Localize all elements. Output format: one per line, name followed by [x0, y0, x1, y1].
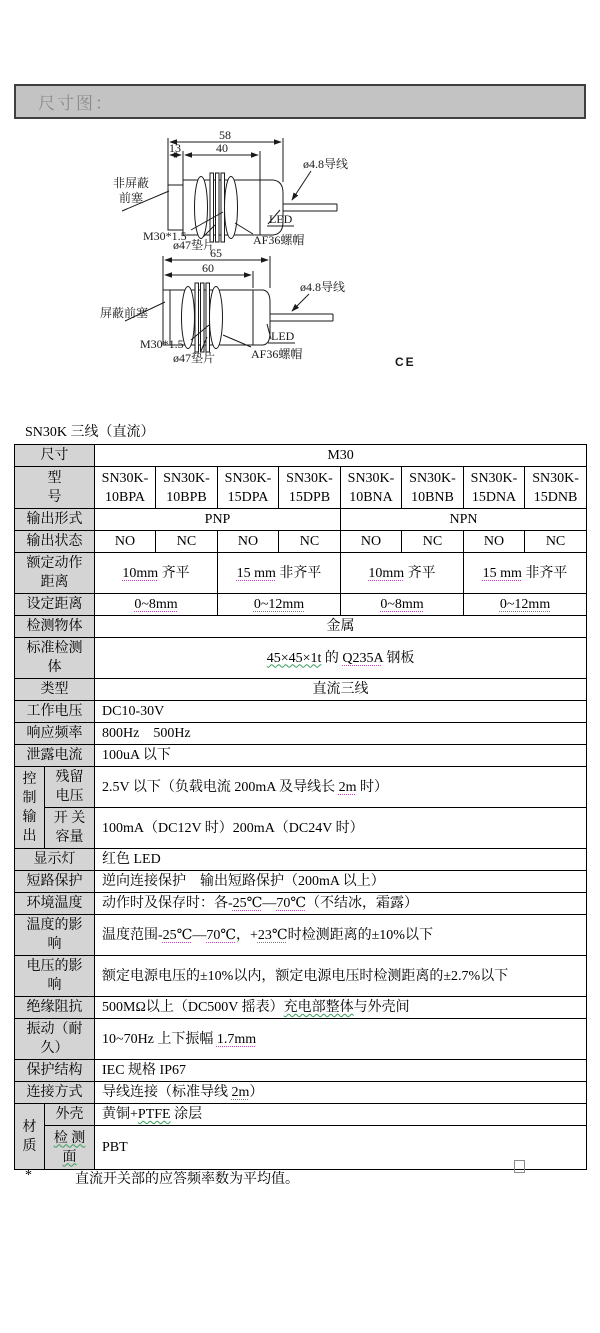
- label-thread-1: M30*1.5: [143, 229, 187, 243]
- section-title: 尺寸图：: [38, 94, 114, 113]
- spec-cell-value: 红色 LED: [95, 849, 587, 871]
- spec-table: [14, 444, 587, 1170]
- spec-cell-value: 额定电源电压的±10%以内，额定电源电压时检测距离的±2.7%以下: [95, 956, 587, 997]
- spec-row-label: 检测物体: [15, 616, 95, 638]
- spec-cell-value: 0~8mm: [341, 594, 464, 616]
- spec-cell-value: NO: [341, 531, 402, 553]
- spec-row-label: 外壳: [45, 1104, 95, 1126]
- dim-barrel-1: 40: [216, 141, 228, 155]
- spec-row-label: 设定距离: [15, 594, 95, 616]
- spec-row-label: 尺寸: [15, 445, 95, 467]
- spec-cell-value: PNP: [95, 509, 341, 531]
- sensor-view-unshielded: [122, 138, 337, 242]
- table-row: [15, 679, 587, 701]
- spec-cell-value: 温度范围-25℃—70℃，+23℃时检测距离的±10%以下: [95, 915, 587, 956]
- spec-row-label: 额定动作 距离: [15, 553, 95, 594]
- table-row: [15, 915, 587, 956]
- spec-row-label: 输出形式: [15, 509, 95, 531]
- label-unshielded-line2: 前塞: [118, 191, 144, 205]
- table-row: [15, 594, 587, 616]
- footnote-marker: *: [25, 1168, 32, 1183]
- label-nut-2: AF36螺帽: [251, 347, 303, 361]
- spec-row-label: 材 质: [15, 1104, 45, 1170]
- spec-row-label: 环境温度: [15, 893, 95, 915]
- table-row: [15, 1060, 587, 1082]
- spec-cell-value: 15 mm 非齐平: [464, 553, 587, 594]
- table-row: [15, 871, 587, 893]
- spec-cell-value: SN30K- 15DNA: [464, 467, 525, 509]
- spec-cell-value: M30: [95, 445, 587, 467]
- table-row: [15, 701, 587, 723]
- table-row: [15, 808, 587, 849]
- spec-section: [14, 424, 586, 1170]
- spec-row-label: 连接方式: [15, 1082, 95, 1104]
- table-row: [15, 467, 587, 509]
- spec-cell-value: 黄铜+PTFE 涂层: [95, 1104, 587, 1126]
- spec-table-body: [15, 445, 587, 1170]
- spec-cell-value: 金属: [95, 616, 587, 638]
- spec-cell-value: PBT: [95, 1126, 587, 1170]
- spec-row-label: 绝缘阻抗: [15, 997, 95, 1019]
- spec-cell-value: 0~12mm: [464, 594, 587, 616]
- label-cable-2: ø4.8导线: [300, 280, 346, 294]
- spec-cell-value: NPN: [341, 509, 587, 531]
- footnote: [25, 1168, 299, 1188]
- label-led-1: LED: [269, 212, 293, 226]
- spec-cell-value: SN30K- 10BNA: [341, 467, 402, 509]
- table-row: [15, 767, 587, 808]
- spec-row-label: 开 关 容量: [45, 808, 95, 849]
- spec-row-label: 温度的影 响: [15, 915, 95, 956]
- label-nut-1: AF36螺帽: [253, 233, 305, 247]
- spec-cell-value: 动作时及保存时：各-25℃—70℃（不结冰，霜露）: [95, 893, 587, 915]
- spec-row-label: 残留 电压: [45, 767, 95, 808]
- spec-cell-value: 100mA（DC12V 时）200mA（DC24V 时）: [95, 808, 587, 849]
- spec-cell-value: NO: [464, 531, 525, 553]
- dim-front-1: 13: [169, 141, 181, 155]
- table-row: [15, 531, 587, 553]
- spec-row-label: 标准检测 体: [15, 638, 95, 679]
- spec-cell-value: NO: [95, 531, 156, 553]
- spec-row-label: 短路保护: [15, 871, 95, 893]
- spec-cell-value: 直流三线: [95, 679, 587, 701]
- spec-cell-value: IEC 规格 IP67: [95, 1060, 587, 1082]
- label-cable-1: ø4.8导线: [303, 157, 349, 171]
- spec-cell-value: NO: [218, 531, 279, 553]
- dim-barrel-2: 60: [202, 261, 214, 275]
- table-row: [15, 1104, 587, 1126]
- table-row: [15, 997, 587, 1019]
- spec-cell-value: SN30K- 10BPA: [95, 467, 156, 509]
- table-row: [15, 638, 587, 679]
- spec-row-label: 振动（耐 久）: [15, 1019, 95, 1060]
- spec-cell-value: 800Hz 500Hz: [95, 723, 587, 745]
- spec-cell-value: SN30K- 10BNB: [402, 467, 464, 509]
- spec-cell-value: 0~12mm: [218, 594, 341, 616]
- spec-cell-value: 15 mm 非齐平: [218, 553, 341, 594]
- spec-cell-value: SN30K- 15DPB: [279, 467, 341, 509]
- spec-cell-value: SN30K- 10BPB: [156, 467, 218, 509]
- table-row: [15, 745, 587, 767]
- spec-cell-value: SN30K- 15DPA: [218, 467, 279, 509]
- spec-cell-value: 10mm 齐平: [95, 553, 218, 594]
- table-row: [15, 553, 587, 594]
- dimension-drawing: [95, 125, 555, 395]
- spec-cell-value: NC: [156, 531, 218, 553]
- table-row: [15, 1126, 587, 1170]
- spec-cell-value: 10mm 齐平: [341, 553, 464, 594]
- table-row: [15, 509, 587, 531]
- label-led-2: LED: [271, 329, 295, 343]
- spec-row-label: 泄露电流: [15, 745, 95, 767]
- spec-cell-value: NC: [279, 531, 341, 553]
- table-row: [15, 1019, 587, 1060]
- spec-row-label: 保护结构: [15, 1060, 95, 1082]
- spec-cell-value: SN30K- 15DNB: [525, 467, 587, 509]
- spec-cell-value: 100uA 以下: [95, 745, 587, 767]
- spec-cell-value: 逆向连接保护 输出短路保护（200mA 以上）: [95, 871, 587, 893]
- footnote-text: 直流开关部的应答频率数为平均值。: [75, 1172, 299, 1187]
- label-washer-1: ø47垫片: [173, 238, 216, 252]
- spec-row-label: 显示灯: [15, 849, 95, 871]
- spec-row-label: 输出状态: [15, 531, 95, 553]
- label-thread-2: M30*1.5: [140, 337, 184, 351]
- ce-mark: CE: [395, 355, 416, 369]
- spec-row-label: 响应频率: [15, 723, 95, 745]
- dim-total-1: 58: [219, 128, 231, 142]
- dim-total-2: 65: [210, 246, 222, 260]
- spec-row-label: 检 测 面: [45, 1126, 95, 1170]
- anchor-box: [514, 1160, 525, 1173]
- spec-row-label: 工作电压: [15, 701, 95, 723]
- spec-cell-value: 500MΩ以上（DC500V 摇表）充电部整体与外壳间: [95, 997, 587, 1019]
- spec-cell-value: DC10-30V: [95, 701, 587, 723]
- spec-cell-value: 45×45×1t 的 Q235A 钢板: [95, 638, 587, 679]
- spec-row-label: 类型: [15, 679, 95, 701]
- table-title: SN30K 三线（直流）: [25, 425, 155, 440]
- table-row: [15, 1082, 587, 1104]
- spec-row-label: 电压的影 响: [15, 956, 95, 997]
- spec-cell-value: 导线连接（标准导线 2m）: [95, 1082, 587, 1104]
- spec-row-label: 型 号: [15, 467, 95, 509]
- spec-cell-value: NC: [402, 531, 464, 553]
- table-row: [15, 893, 587, 915]
- spec-row-label: 控 制 输 出: [15, 767, 45, 849]
- spec-cell-value: 10~70Hz 上下振幅 1.7mm: [95, 1019, 587, 1060]
- table-row: [15, 723, 587, 745]
- table-row: [15, 445, 587, 467]
- label-washer-2: ø47垫片: [173, 351, 216, 365]
- section-header-bar: [14, 84, 586, 119]
- table-row: [15, 849, 587, 871]
- spec-cell-value: NC: [525, 531, 587, 553]
- spec-cell-value: 0~8mm: [95, 594, 218, 616]
- table-row: [15, 616, 587, 638]
- label-shielded: 屏蔽前塞: [100, 306, 149, 320]
- spec-cell-value: 2.5V 以下（负载电流 200mA 及导线长 2m 时）: [95, 767, 587, 808]
- table-row: [15, 956, 587, 997]
- label-unshielded-line1: 非屏蔽: [112, 176, 150, 190]
